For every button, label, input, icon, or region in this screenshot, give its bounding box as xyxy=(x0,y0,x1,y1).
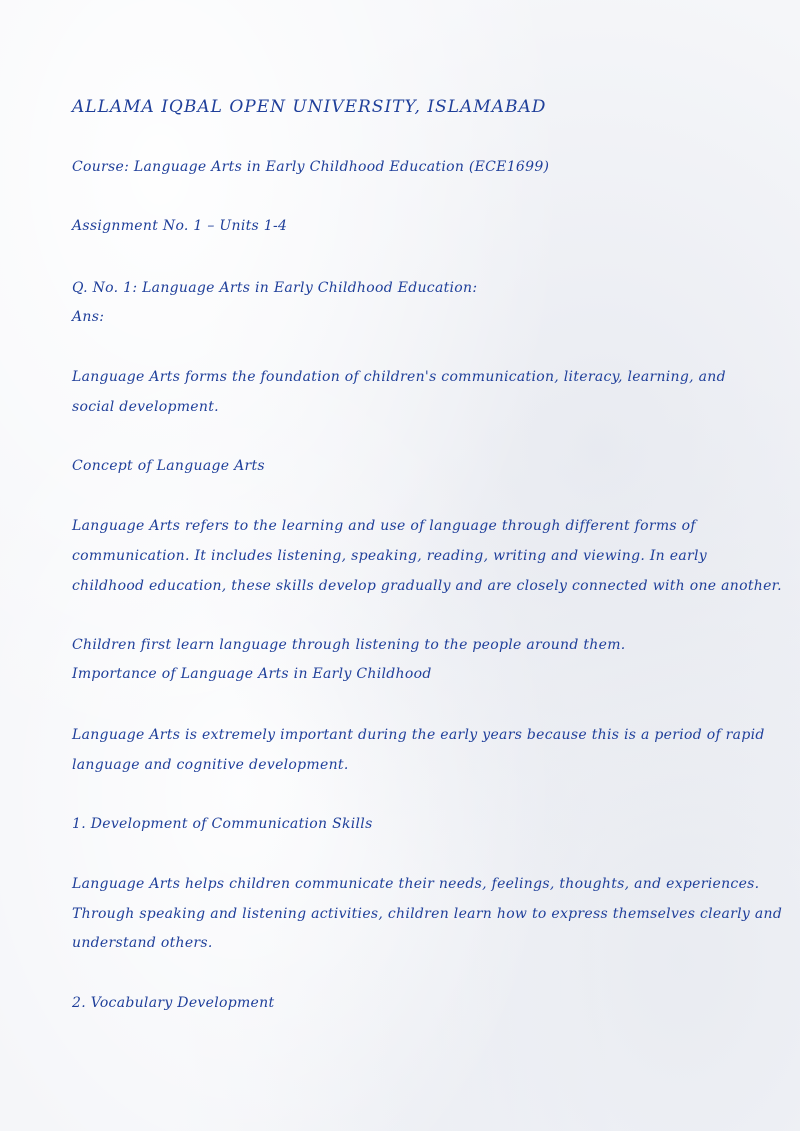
answer-label: Ans: xyxy=(72,309,105,325)
section-heading-concept: Concept of Language Arts xyxy=(72,458,265,474)
university-title: ALLAMA IQBAL OPEN UNIVERSITY, ISLAMABAD xyxy=(72,97,547,117)
point1-paragraph-line: Through speaking and listening activities, children learn how to express themselves clearly and xyxy=(72,906,783,922)
point1-paragraph-line: Language Arts helps children communicate their needs, feelings, thoughts, and experiences. xyxy=(72,876,760,892)
intro-paragraph-line: Language Arts forms the foundation of children's communication, literacy, learning, and xyxy=(72,369,726,385)
intro-paragraph-line: social development. xyxy=(72,399,219,415)
point-heading-communication: 1. Development of Communication Skills xyxy=(72,816,373,832)
course-line: Course: Language Arts in Early Childhood Education (ECE1699) xyxy=(72,159,550,175)
section-heading-importance: Importance of Language Arts in Early Childhood xyxy=(72,666,432,682)
point1-paragraph-line: understand others. xyxy=(72,935,213,951)
concept-paragraph-line: childhood education, these skills develop gradually and are closely connected with one another. xyxy=(72,578,782,594)
concept-paragraph-line: Language Arts refers to the learning and use of language through different forms of xyxy=(72,518,696,534)
question-heading: Q. No. 1: Language Arts in Early Childhood Education: xyxy=(72,280,478,296)
point-heading-vocabulary: 2. Vocabulary Development xyxy=(72,995,275,1011)
assignment-line: Assignment No. 1 – Units 1-4 xyxy=(72,218,288,234)
concept-paragraph-line: communication. It includes listening, speaking, reading, writing and viewing. In early xyxy=(72,548,707,564)
importance-paragraph-line: Language Arts is extremely important during the early years because this is a period of rapid xyxy=(72,727,765,743)
children-paragraph-line: Children first learn language through listening to the people around them. xyxy=(72,637,626,653)
importance-paragraph-line: language and cognitive development. xyxy=(72,757,349,773)
